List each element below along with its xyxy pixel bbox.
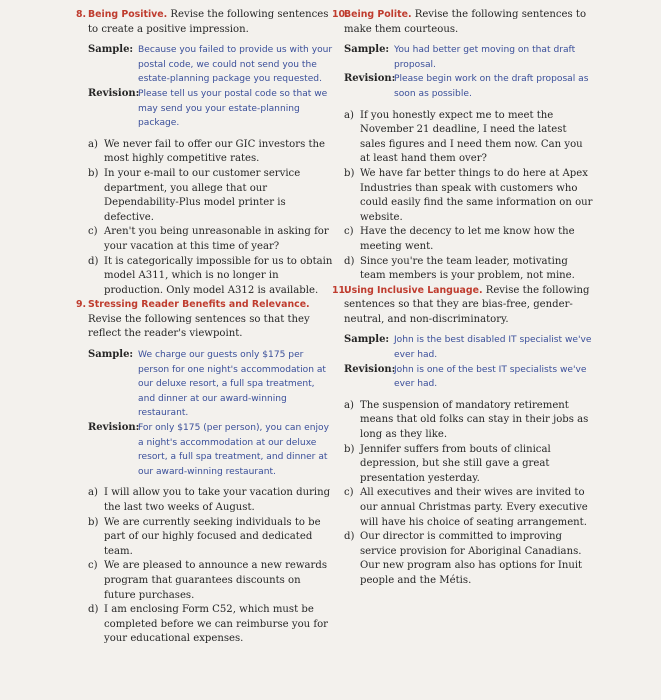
list-item — [344, 255, 594, 284]
revision-label: Revision: — [344, 73, 396, 85]
list-item — [88, 167, 334, 225]
sample-label: Sample: — [88, 349, 134, 361]
exercise-items — [88, 486, 334, 647]
list-item — [88, 255, 334, 299]
item-text: We never fail to offer our GIC investors the most highly competitive rates. — [104, 138, 325, 165]
sample-text: John is the best disabled IT specialist we've ever had. — [394, 335, 592, 361]
item-text: If you honestly expect me to meet the November 21 deadline, I need the latest sales figures and I need them now. Can you at least hand them over? — [360, 109, 583, 165]
item-marker: b) — [344, 167, 355, 179]
list-item — [88, 516, 334, 560]
exercise-10-heading — [332, 8, 594, 37]
item-text: All executives and their wives are invited to our annual Christmas party. Every executive will have his choice of seating arrangement. — [360, 487, 588, 528]
revision-block — [88, 87, 334, 131]
item-marker: c) — [88, 226, 98, 238]
revision-label: Revision: — [88, 87, 140, 99]
sample-block — [344, 333, 594, 362]
item-marker: d) — [344, 255, 355, 267]
item-text: Jennifer suffers from bouts of clinical depression, but she still gave a great presentation yesterday. — [360, 443, 551, 484]
sample-block — [88, 43, 334, 87]
revision-text: For only $175 (per person), you can enjoy a night's accommodation at our deluxe resort, a full spa treatment, and dinner at our award-winning restaurant. — [138, 423, 329, 477]
exercise-title: Using Inclusive Language. — [344, 284, 483, 296]
item-text: The suspension of mandatory retirement means that old folks can stay in their jobs as long as they like. — [360, 399, 589, 441]
item-text: I will allow you to take your vacation during the last two weeks of August. — [104, 487, 331, 513]
item-marker: c) — [88, 560, 98, 572]
exercise-9 — [76, 298, 334, 647]
list-item — [344, 443, 594, 487]
exercise-11 — [332, 284, 594, 589]
exercise-10 — [332, 8, 594, 284]
list-item — [344, 225, 594, 254]
revision-block — [344, 72, 594, 101]
item-text: We have far better things to do here at Apex Industries than speak with customers who could easily find the same information on our website. — [360, 167, 593, 223]
exercise-title: Stressing Reader Benefits and Relevance. — [88, 299, 310, 311]
exercise-items — [344, 399, 594, 589]
sample-text: You had better get moving on that draft proposal. — [394, 45, 576, 70]
list-item — [88, 138, 334, 167]
list-item — [344, 399, 594, 443]
revision-label: Revision: — [344, 363, 396, 375]
right-column — [332, 8, 594, 589]
exercise-title: Being Polite. — [344, 9, 412, 20]
exercise-number: 9. — [76, 299, 87, 311]
list-item — [344, 167, 594, 225]
item-marker: a) — [88, 138, 98, 150]
item-marker: b) — [344, 443, 355, 455]
item-marker: d) — [88, 255, 99, 267]
revision-text: Please tell us your postal code so that we may send you your estate-planning package. — [138, 88, 328, 129]
item-text: Aren't you being unreasonable in asking for your vacation at this time of year? — [104, 226, 329, 252]
sample-text: We charge our guests only $175 per person for one night's accommodation at our deluxe resort, a full spa treatment, and dinner at our award-winning restaurant. — [138, 350, 326, 419]
exercise-items — [88, 138, 334, 299]
item-text: Since you're the team leader, motivating team members is your problem, not mine. — [360, 255, 575, 282]
exercise-instruction: Revise the following sentences to make them courteous. — [344, 9, 587, 35]
sample-text: Because you failed to provide us with your postal code, we could not send you the estate-planning package you requested. — [138, 45, 333, 85]
exercise-items — [344, 109, 594, 284]
item-text: We are pleased to announce a new rewards program that guarantees discounts on future purchases. — [104, 560, 328, 601]
exercise-8-heading — [76, 8, 334, 37]
item-text: Our director is committed to improving service provision for Aboriginal Canadians. Our new program also has options for Inuit people and the Métis. — [360, 531, 583, 586]
list-item — [344, 530, 594, 588]
exercise-instruction: Revise the following sentences to create a positive impression. — [88, 9, 329, 35]
item-text: In your e-mail to our customer service department, you allege that our Dependability-Plus model printer is defective. — [104, 167, 301, 223]
exercise-11-heading — [332, 284, 594, 328]
list-item — [88, 225, 334, 254]
item-marker: d) — [88, 604, 99, 616]
revision-label: Revision: — [88, 422, 140, 434]
item-marker: b) — [88, 167, 99, 179]
sample-block — [344, 43, 594, 72]
sample-label: Sample: — [344, 334, 390, 346]
sample-label: Sample: — [88, 44, 134, 56]
list-item — [344, 109, 594, 167]
revision-text: Please begin work on the draft proposal as soon as possible. — [394, 74, 589, 99]
item-marker: d) — [344, 531, 355, 543]
item-marker: c) — [344, 487, 354, 499]
item-marker: a) — [88, 487, 98, 499]
list-item — [344, 486, 594, 530]
item-marker: a) — [344, 399, 354, 411]
list-item — [88, 486, 334, 515]
item-text: Have the decency to let me know how the meeting went. — [360, 226, 575, 252]
exercise-number: 10. — [332, 9, 349, 20]
exercise-instruction: Revise the following sentences so that they reflect the reader's viewpoint. — [88, 313, 310, 340]
exercise-title: Being Positive. — [88, 9, 168, 20]
list-item — [88, 603, 334, 647]
sample-label: Sample: — [344, 44, 390, 56]
list-item — [88, 559, 334, 603]
item-marker: b) — [88, 516, 99, 528]
item-text: It is categorically impossible for us to obtain model A311, which is no longer in production. Only model A312 is available. — [104, 255, 333, 296]
revision-text: John is one of the best IT specialists we've ever had. — [394, 364, 587, 390]
item-marker: c) — [344, 226, 354, 238]
revision-block — [344, 363, 594, 392]
exercise-8 — [76, 8, 334, 298]
left-column — [76, 8, 334, 647]
item-text: I am enclosing Form C52, which must be completed before we can reimburse you for your educational expenses. — [104, 604, 328, 645]
exercise-number: 11. — [332, 284, 349, 296]
exercise-9-heading — [76, 298, 334, 342]
sample-block — [88, 348, 334, 421]
revision-block — [88, 421, 334, 479]
exercise-number: 8. — [76, 9, 87, 20]
exercise-instruction: Revise the following sentences so that they are bias-free, gender-neutral, and non-discriminatory. — [344, 284, 590, 325]
item-text: We are currently seeking individuals to be part of our highly focused and dedicated team. — [104, 516, 321, 557]
item-marker: a) — [344, 109, 354, 121]
